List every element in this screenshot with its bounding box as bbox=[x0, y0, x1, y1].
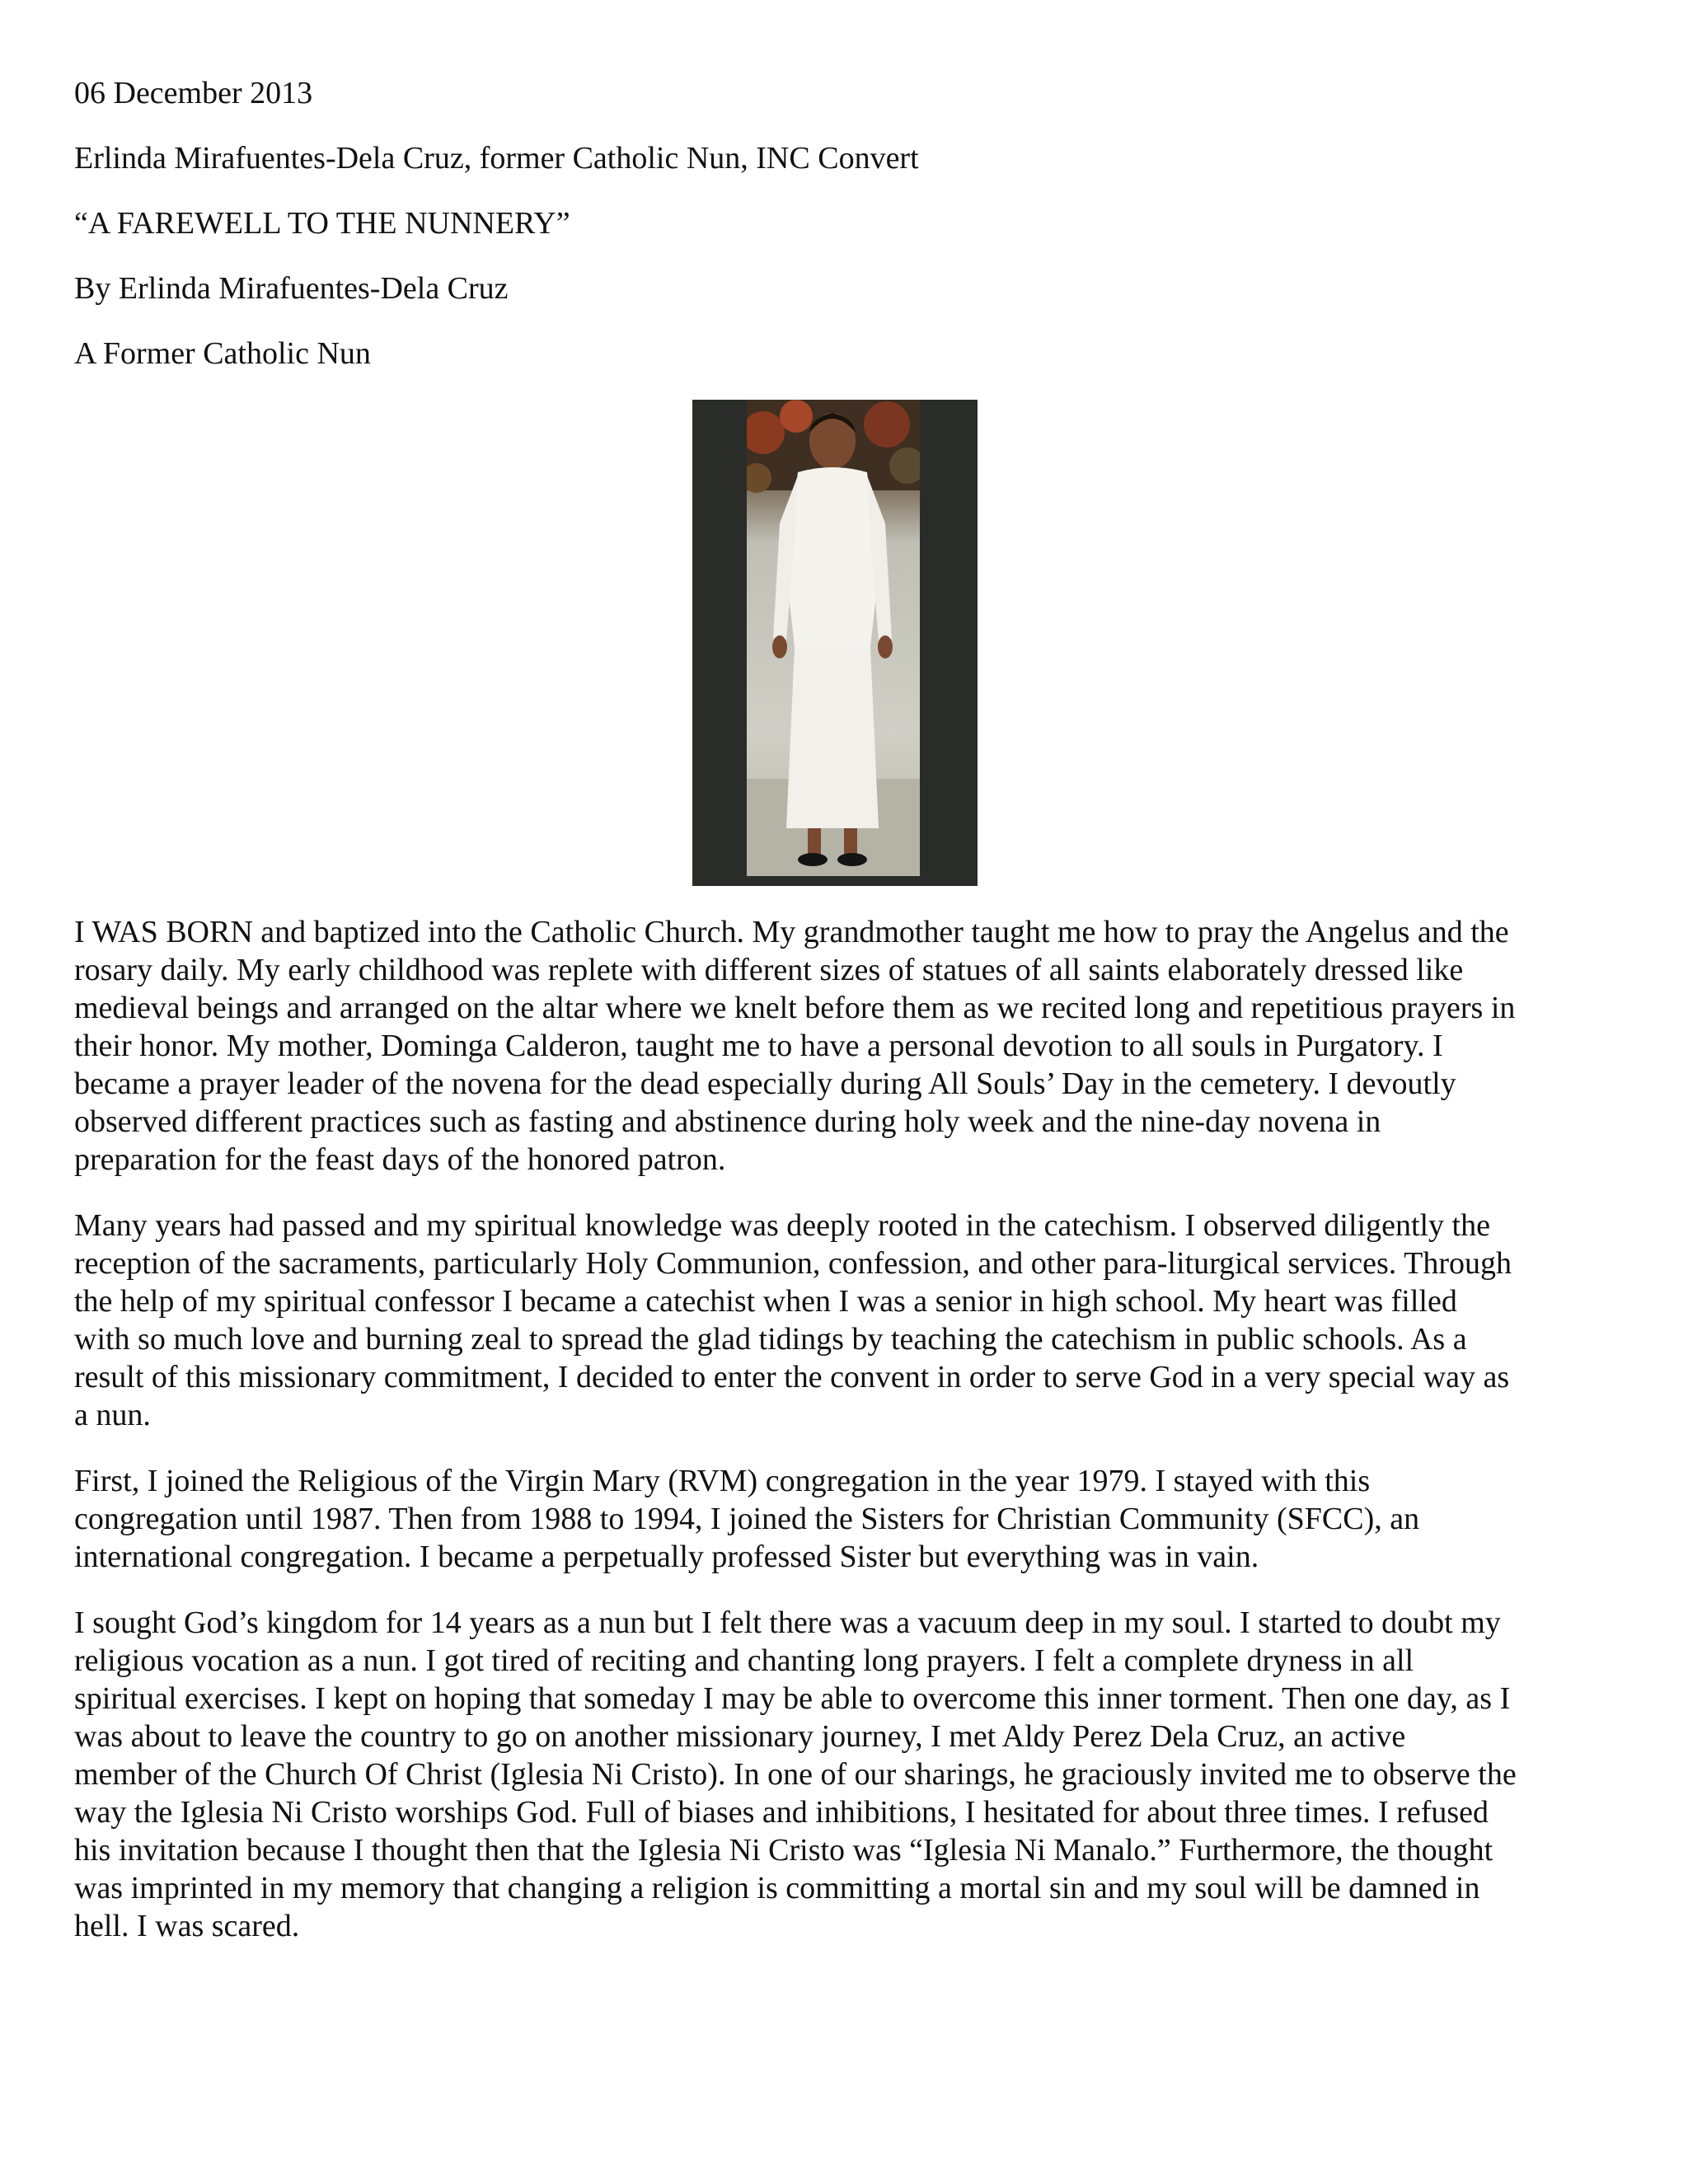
article-title: “A FAREWELL TO THE NUNNERY” bbox=[74, 206, 570, 241]
author-photo-image bbox=[747, 400, 920, 876]
date-line: 06 December 2013 bbox=[74, 76, 313, 110]
paragraph-line: a nun. bbox=[74, 1398, 151, 1432]
paragraph-line: was imprinted in my memory that changing a religion is committing a mortal sin and my soul will be damned in bbox=[74, 1871, 1480, 1905]
paragraph-line: reception of the sacraments, particularly Holy Communion, confession, and other para-liturgical services. Through bbox=[74, 1246, 1512, 1281]
paragraph-line: way the Iglesia Ni Cristo worships God. Full of biases and inhibitions, I hesitated for about three times. I refused bbox=[74, 1795, 1489, 1830]
paragraph-1 bbox=[74, 913, 1624, 1179]
paragraph-line: First, I joined the Religious of the Virgin Mary (RVM) congregation in the year 1979. I stayed with this bbox=[74, 1464, 1371, 1498]
paragraph-line: international congregation. I became a perpetually professed Sister but everything was in vain. bbox=[74, 1540, 1259, 1574]
paragraph-line: observed different practices such as fasting and abstinence during holy week and the nine-day novena in bbox=[74, 1104, 1381, 1139]
paragraph-2 bbox=[74, 1207, 1624, 1434]
byline: By Erlinda Mirafuentes-Dela Cruz bbox=[74, 271, 509, 306]
paragraph-line: spiritual exercises. I kept on hoping that someday I may be able to overcome this inner torment. Then one day, as I bbox=[74, 1681, 1511, 1716]
paragraph-line: hell. I was scared. bbox=[74, 1909, 300, 1943]
author-photo bbox=[692, 400, 978, 886]
paragraph-line: result of this missionary commitment, I decided to enter the convent in order to serve God in a very special way as bbox=[74, 1360, 1510, 1394]
paragraph-line: rosary daily. My early childhood was replete with different sizes of statues of all saints elaborately dressed like bbox=[74, 953, 1464, 987]
author-description: Erlinda Mirafuentes-Dela Cruz, former Catholic Nun, INC Convert bbox=[74, 141, 919, 176]
paragraph-line: medieval beings and arranged on the altar where we knelt before them as we recited long and repetitious prayers in bbox=[74, 991, 1516, 1025]
paragraph-line: congregation until 1987. Then from 1988 to 1994, I joined the Sisters for Christian Community (SFCC), an bbox=[74, 1502, 1420, 1536]
paragraph-3 bbox=[74, 1462, 1624, 1576]
paragraph-line: religious vocation as a nun. I got tired of reciting and chanting long prayers. I felt a complete dryness in all bbox=[74, 1643, 1414, 1678]
paragraph-line: I sought God’s kingdom for 14 years as a nun but I felt there was a vacuum deep in my soul. I started to doubt my bbox=[74, 1605, 1501, 1640]
paragraph-line: I WAS BORN and baptized into the Catholic Church. My grandmother taught me how to pray the Angelus and the bbox=[74, 915, 1509, 949]
paragraph-line: preparation for the feast days of the honored patron. bbox=[74, 1142, 726, 1177]
paragraph-line: was about to leave the country to go on another missionary journey, I met Aldy Perez Dela Cruz, an active bbox=[74, 1719, 1406, 1754]
paragraph-line: his invitation because I thought then that the Iglesia Ni Cristo was “Iglesia Ni Manalo.” Furthermore, the thought bbox=[74, 1833, 1493, 1868]
paragraph-line: with so much love and burning zeal to spread the glad tidings by teaching the catechism in public schools. As a bbox=[74, 1322, 1467, 1357]
paragraph-line: member of the Church Of Christ (Iglesia Ni Cristo). In one of our sharings, he graciously invited me to observe the bbox=[74, 1757, 1517, 1792]
paragraph-line: their honor. My mother, Dominga Calderon, taught me to have a personal devotion to all souls in Purgatory. I bbox=[74, 1029, 1443, 1063]
author-role: A Former Catholic Nun bbox=[74, 336, 371, 371]
paragraph-line: became a prayer leader of the novena for the dead especially during All Souls’ Day in the cemetery. I devoutly bbox=[74, 1066, 1456, 1101]
paragraph-4 bbox=[74, 1604, 1624, 1945]
paragraph-line: the help of my spiritual confessor I became a catechist when I was a senior in high school. My heart was filled bbox=[74, 1284, 1457, 1319]
paragraph-line: Many years had passed and my spiritual knowledge was deeply rooted in the catechism. I observed diligently the bbox=[74, 1208, 1490, 1243]
